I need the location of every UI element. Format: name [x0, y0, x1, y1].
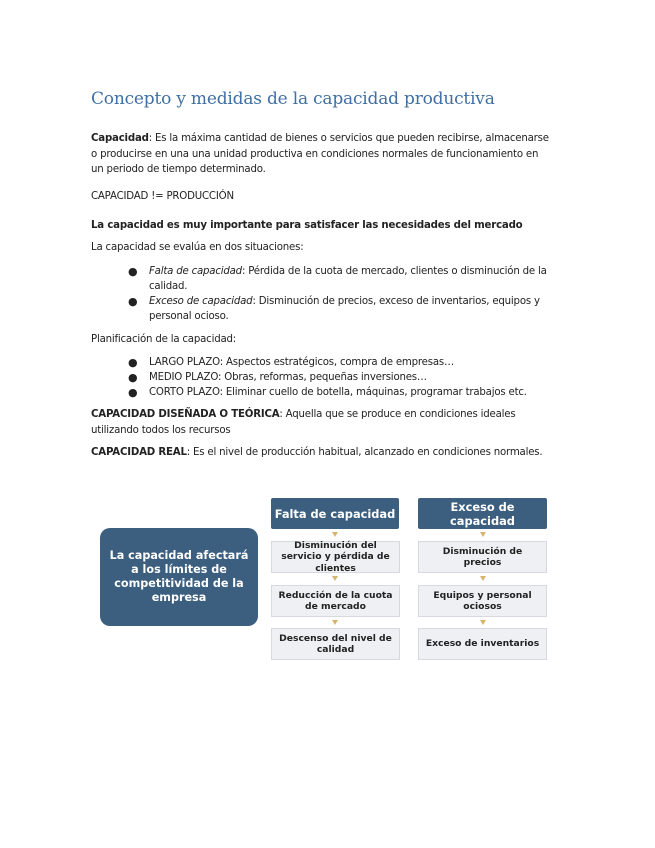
- arrow-down-icon: [480, 532, 486, 537]
- falta-header: Falta de capacidad: [271, 498, 399, 529]
- real-capacity: [91, 445, 551, 461]
- list-item: [128, 355, 548, 370]
- bullet-icon: ●: [128, 356, 138, 369]
- designed-capacity-label: CAPACIDAD DISEÑADA O TEÓRICA: [91, 409, 280, 420]
- designed-capacity-text: : Aquella que se produce en condiciones ideales utilizando todos los recursos: [91, 409, 516, 436]
- falta-item: Disminución del servicio y pérdida de clientes: [271, 541, 400, 573]
- evaluation-intro: La capacidad se evalúa en dos situaciones:: [91, 242, 304, 253]
- list-item: [128, 370, 548, 385]
- arrow-down-icon: [332, 620, 338, 625]
- situation-text: : Disminución de precios, exceso de inventarios, equipos y personal ocioso.: [149, 296, 540, 322]
- situation-text: : Pérdida de la cuota de mercado, clientes o disminución de la calidad.: [149, 266, 547, 292]
- page-title: Concepto y medidas de la capacidad productiva: [91, 89, 495, 109]
- capacidad-label: Capacidad: [91, 133, 149, 144]
- falta-item: Descenso del nivel de calidad: [271, 628, 400, 660]
- plazo-text: LARGO PLAZO: Aspectos estratégicos, compra de empresas…: [149, 357, 454, 368]
- arrow-down-icon: [480, 576, 486, 581]
- arrow-down-icon: [332, 532, 338, 537]
- real-capacity-text: : Es el nivel de producción habitual, alcanzado en condiciones normales.: [186, 447, 543, 458]
- real-capacity-label: CAPACIDAD REAL: [91, 447, 187, 458]
- list-item: [128, 264, 548, 294]
- list-item: [128, 385, 548, 400]
- diagram-main-box: La capacidad afectará a los límites de competitividad de la empresa: [100, 528, 258, 626]
- planning-list: [128, 355, 548, 400]
- list-item: [128, 294, 548, 324]
- arrow-down-icon: [332, 576, 338, 581]
- designed-capacity: [91, 407, 551, 438]
- capacidad-text: : Es la máxima cantidad de bienes o servicios que pueden recibirse, almacenarse o producirse en una una unidad productiva en condiciones normales de funcionamiento en un periodo de tiempo determinado.: [91, 133, 549, 175]
- bullet-icon: ●: [128, 265, 138, 278]
- capacidad-neq-produccion: CAPACIDAD != PRODUCCIÓN: [91, 191, 234, 202]
- plazo-text: MEDIO PLAZO: Obras, reformas, pequeñas inversiones…: [149, 372, 427, 383]
- situation-term: Falta de capacidad: [149, 266, 242, 277]
- exceso-item: Exceso de inventarios: [418, 628, 547, 660]
- bullet-icon: ●: [128, 295, 138, 308]
- arrow-down-icon: [480, 620, 486, 625]
- exceso-item: Equipos y personal ociosos: [418, 585, 547, 617]
- falta-item: Reducción de la cuota de mercado: [271, 585, 400, 617]
- capacidad-definition: [91, 131, 551, 178]
- exceso-item: Disminución de precios: [418, 541, 547, 573]
- situations-list: [128, 264, 548, 324]
- plazo-text: CORTO PLAZO: Eliminar cuello de botella, máquinas, programar trabajos etc.: [149, 387, 527, 398]
- bullet-icon: ●: [128, 371, 138, 384]
- bullet-icon: ●: [128, 386, 138, 399]
- situation-term: Exceso de capacidad: [149, 296, 253, 307]
- planning-intro: Planificación de la capacidad:: [91, 334, 237, 345]
- importance-heading: La capacidad es muy importante para satisfacer las necesidades del mercado: [91, 220, 523, 231]
- exceso-header: Exceso de capacidad: [418, 498, 547, 529]
